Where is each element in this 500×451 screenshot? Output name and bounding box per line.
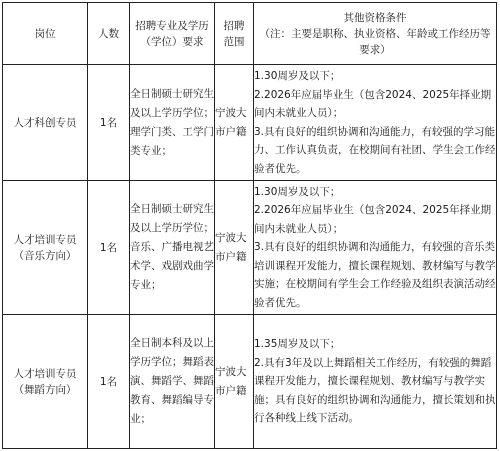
header-other: [254, 3, 497, 65]
count-cell: 1名: [88, 315, 130, 449]
major-cell: 全日制本科及以上学历学位；舞蹈表演、舞蹈学、舞蹈教育、舞蹈编导专业；: [130, 315, 215, 449]
position-cell: [3, 315, 88, 449]
table-header-row: [3, 3, 497, 65]
condition-item: 2.2026年应届毕业生（包含2024、2025年择业期间内未就业人员）；: [254, 204, 492, 235]
table-row: [3, 65, 497, 181]
position-cell: [3, 181, 88, 315]
conditions-cell: [254, 315, 497, 449]
header-major: 招聘专业及学历（学位）要求: [130, 3, 215, 65]
condition-item: 1.35周岁及以下；: [254, 338, 341, 351]
header-position: 岗位: [3, 3, 88, 65]
header-other-title: 其他资格条件: [343, 11, 407, 24]
major-cell: 全日制硕士研究生及以上学历学位；理学门类、工学门类专业；: [130, 65, 215, 181]
position-cell: [3, 65, 88, 181]
major-cell: 全日制硕士研究生及以上学历学位；音乐、广播电视艺术学、戏剧戏曲学专业；: [130, 181, 215, 315]
condition-item: 2.2026年应届毕业生（包含2024、2025年择业期间内未就业人员）；: [254, 88, 492, 119]
condition-item: 3.具有良好的组织协调和沟通能力，有较强的音乐类培训课程开发能力，擅长课程规划、教材编写与教学实施；在校期间有学生会工作经验及组织表演活动经验者优先。: [254, 241, 496, 309]
header-other-note: （注：主要是职称、执业资格、年龄或工作经历等要求）: [259, 27, 491, 56]
condition-item: 3.具有良好的组织协调和沟通能力，有较强的学习能力、工作认真负责，在校期间有社团、学生会工作经验者优先。: [254, 125, 496, 175]
condition-item: 2.具有3年及以上舞蹈相关工作经历，有较强的舞蹈课程开发能力，擅长课程规划、教材编写与教学实施；具有良好的组织协调和沟通能力，擅长策划和执行各种线上线下活动。: [254, 356, 496, 425]
position-name: 人才培训专员: [13, 233, 77, 246]
table-row: [3, 181, 497, 315]
condition-item: 1.30周岁及以下；: [254, 185, 341, 198]
scope-cell: 宁波大市户籍: [215, 65, 254, 181]
header-scope: 招聘范围: [215, 3, 254, 65]
position-direction: （音乐方向）: [13, 249, 77, 262]
count-cell: 1名: [88, 65, 130, 181]
scope-cell: 宁波大市户籍: [215, 181, 254, 315]
scope-cell: 宁波大市户籍: [215, 315, 254, 449]
position-name: 人才科创专员: [13, 116, 77, 129]
position-direction: （舞蹈方向）: [13, 383, 77, 396]
position-name: 人才培训专员: [13, 367, 77, 380]
conditions-cell: [254, 65, 497, 181]
header-count: 人数: [88, 3, 130, 65]
table-row: [3, 315, 497, 449]
recruitment-table: [2, 2, 497, 449]
count-cell: 1名: [88, 181, 130, 315]
conditions-cell: [254, 181, 497, 315]
condition-item: 1.30周岁及以下；: [254, 70, 341, 82]
